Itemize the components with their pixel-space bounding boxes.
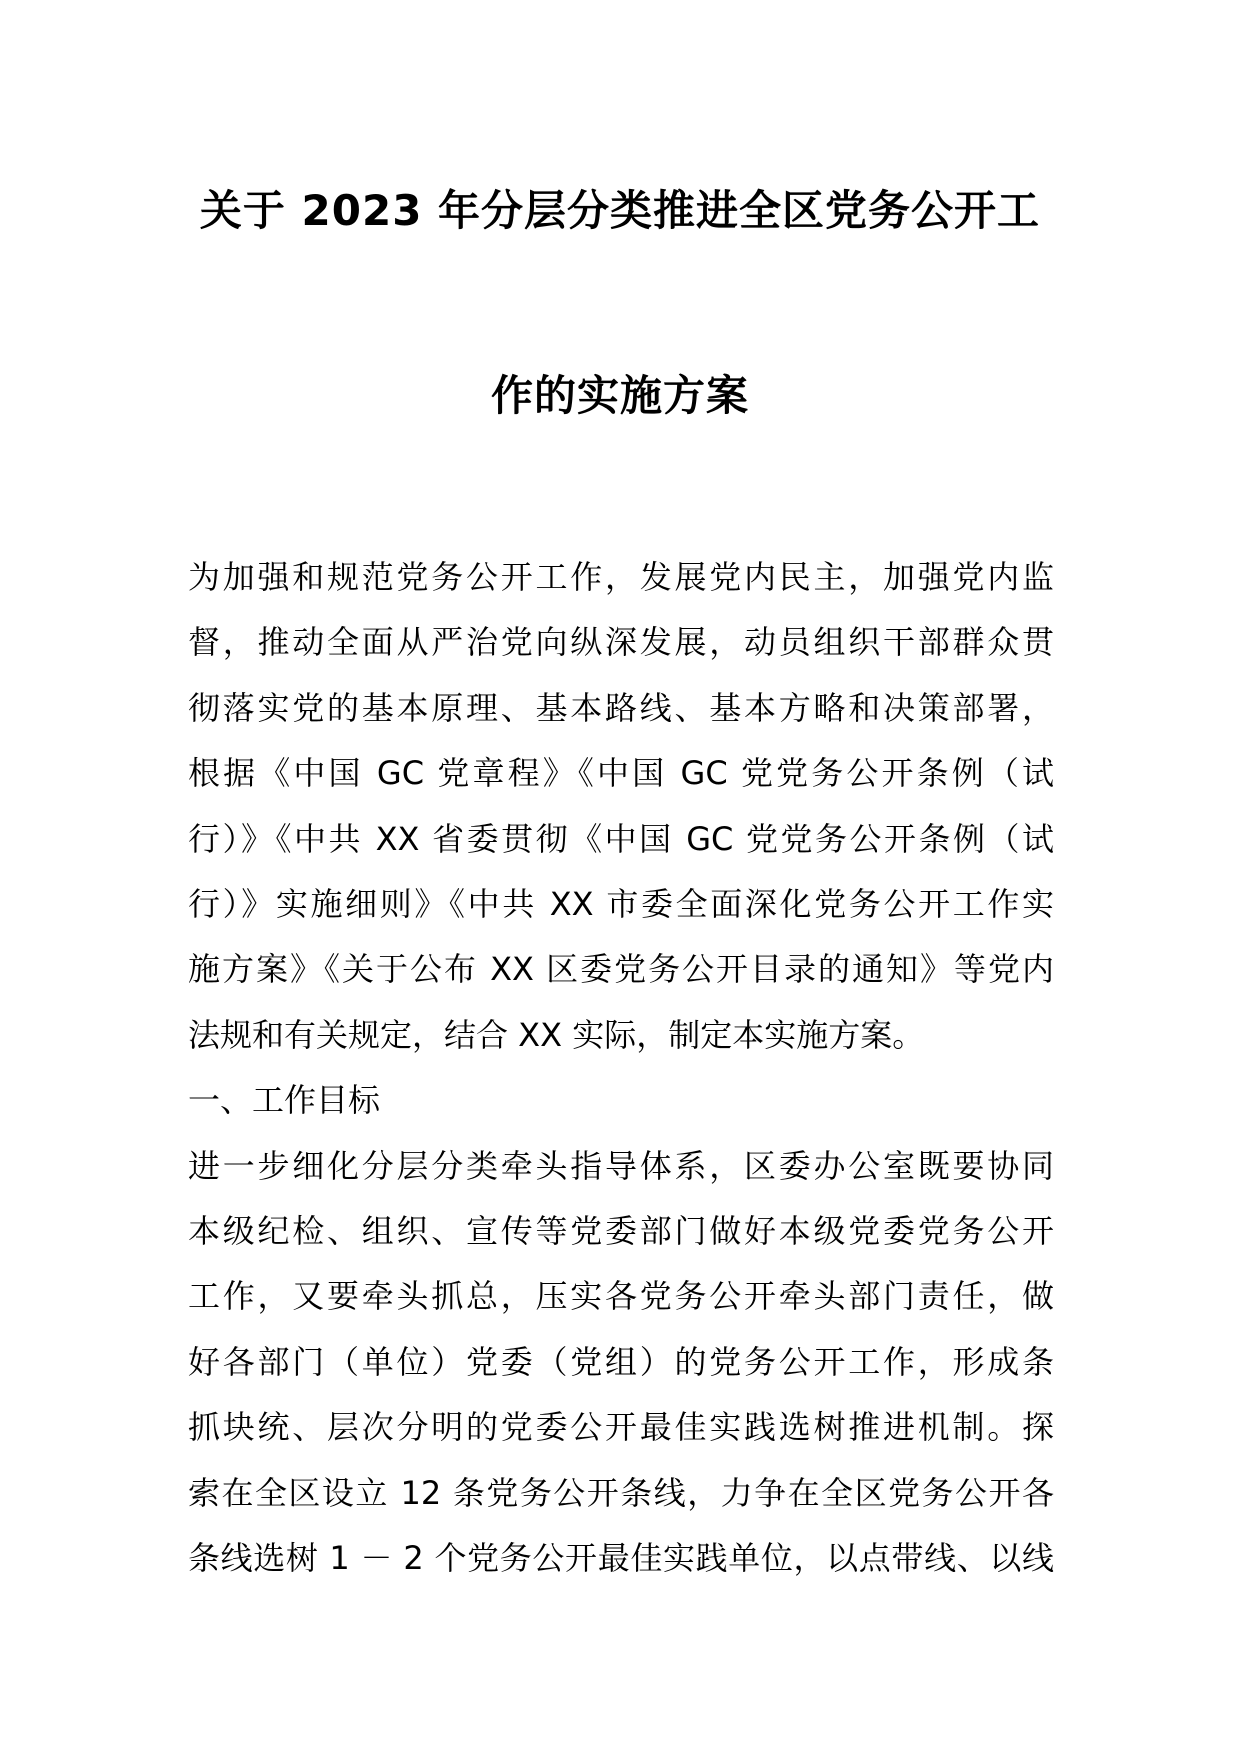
document-title-line-2: 作的实施方案: [490, 371, 749, 420]
body-line-4: 根据《中国 GC 党章程》《中国 GC 党党务公开条例（试: [188, 754, 1054, 793]
body-line-6: 行）》实施细则》《中共 XX 市委全面深化党务公开工作实: [188, 885, 1054, 924]
body-line-2: 督，推动全面从严治党向纵深发展，动员组织干部群众贯: [188, 623, 1054, 662]
body-line-5: 行）》《中共 XX 省委贯彻《中国 GC 党党务公开条例（试: [188, 819, 1054, 858]
body-line-1: 为加强和规范党务公开工作，发展党内民主，加强党内监: [188, 558, 1054, 596]
document-title-line-1: 关于 2023 年分层分类推进全区党务公开工: [199, 186, 1041, 235]
section-heading-work-goals: 一、工作目标: [188, 1081, 381, 1120]
body-line-16: 条线选树 1 － 2 个党务公开最佳实践单位，以点带线、以线: [188, 1539, 1054, 1578]
body-line-14: 抓块统、层次分明的党委公开最佳实践选树推进机制。探: [188, 1408, 1054, 1447]
body-line-11: 本级纪检、组织、宣传等党委部门做好本级党委党务公开: [188, 1212, 1054, 1251]
body-line-7: 施方案》《关于公布 XX 区委党务公开目录的通知》等党内: [188, 950, 1054, 989]
body-line-12: 工作，又要牵头抓总，压实各党务公开牵头部门责任，做: [188, 1277, 1054, 1316]
body-line-15: 索在全区设立 12 条党务公开条线，力争在全区党务公开各: [188, 1473, 1054, 1512]
body-line-10: 进一步细化分层分类牵头指导体系，区委办公室既要协同: [188, 1146, 1054, 1185]
body-line-3: 彻落实党的基本原理、基本路线、基本方略和决策部署，: [188, 688, 1054, 727]
body-line-8: 法规和有关规定，结合 XX 实际，制定本实施方案。: [188, 1015, 925, 1054]
document-body: [188, 545, 1054, 1592]
body-line-13: 好各部门（单位）党委（党组）的党务公开工作，形成条: [188, 1342, 1054, 1381]
